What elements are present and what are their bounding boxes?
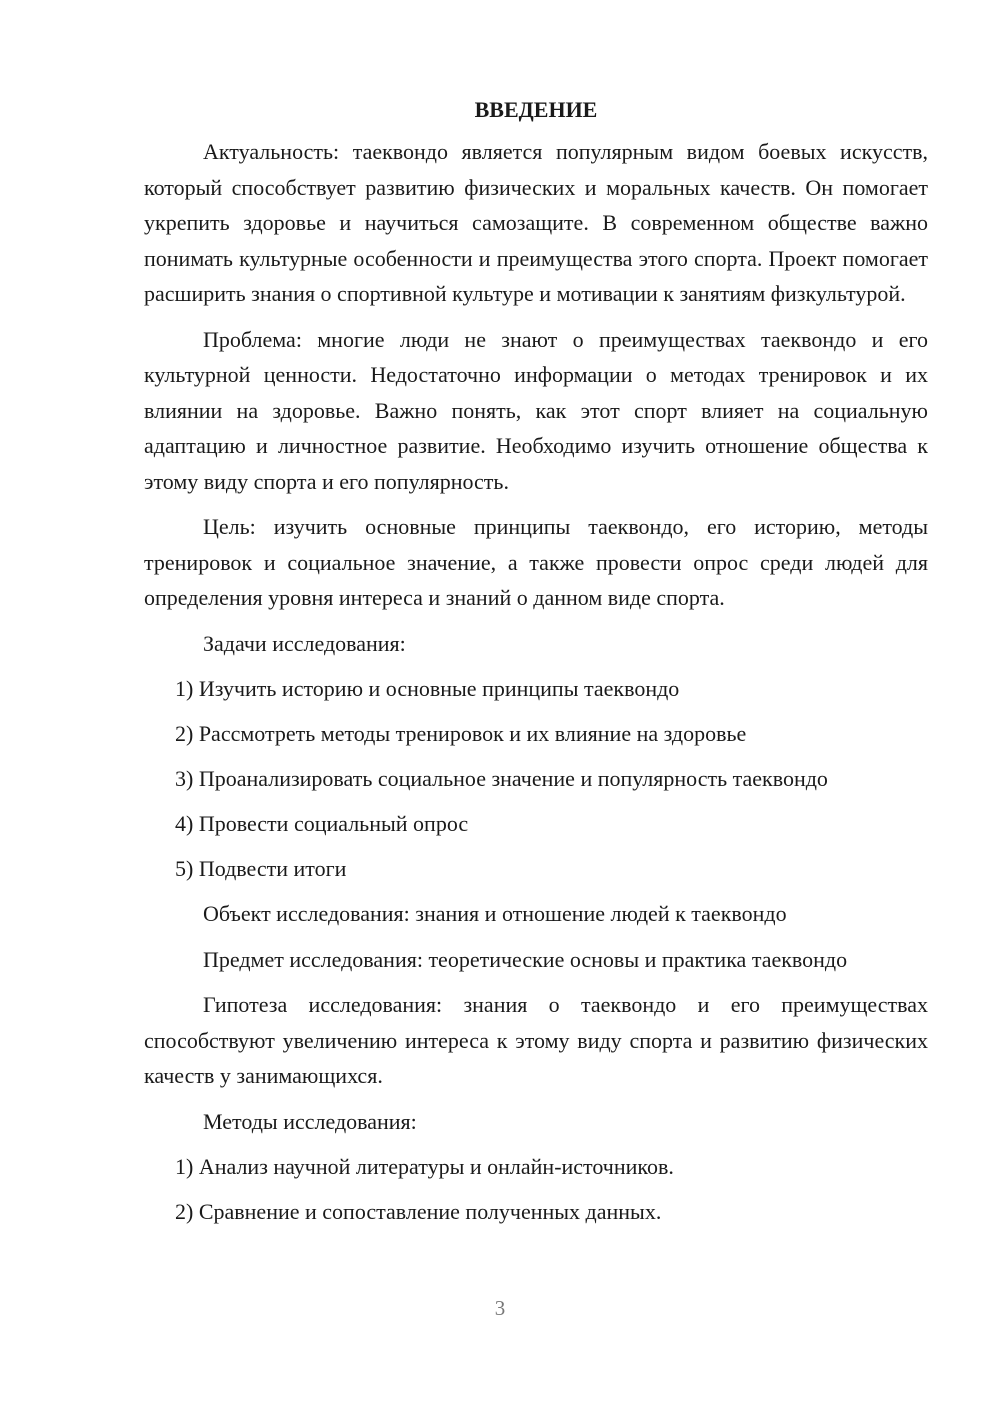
subject-paragraph: Предмет исследования: теоретические основы и практика таеквондо (203, 946, 848, 972)
task-item: 3) Проанализировать социальное значение и популярность таеквондо (175, 766, 828, 791)
task-item: 4) Провести социальный опрос (175, 811, 469, 836)
hypothesis-paragraph: Гипотеза исследования: знания о таеквондо и его преимуществах способствуют увеличению интереса к этому виду спорта и развитию физических качеств у занимающихся. (144, 992, 928, 1088)
relevance-paragraph: Актуальность: таеквондо является популярным видом боевых искусств, который способствует развитию физических и моральных качеств. Он помогает укрепить здоровье и научиться самозащите. В современном обществе важно понимать культурные особенности и преимущества этого спорта. Проект помогает расширить знания о спортивной культуре и мотивации к занятиям физкультурой. (144, 139, 928, 306)
object-paragraph: Объект исследования: знания и отношение людей к таеквондо (203, 901, 787, 926)
tasks-heading: Задачи исследования: (203, 630, 406, 656)
task-item: 2) Рассмотреть методы тренировок и их влияние на здоровье (175, 721, 747, 746)
page-number: 3 (494, 1296, 506, 1320)
document-title: ВВЕДЕНИЕ (474, 97, 598, 122)
problem-paragraph: Проблема: многие люди не знают о преимуществах таеквондо и его культурной ценности. Недостаточно информации о методах тренировок и их влиянии на здоровье. Важно понять, как этот спорт влияет на социальную адаптацию и личностное развитие. Необходимо изучить отношение общества к этому виду спорта и его популярность. (144, 326, 928, 494)
method-item: 1) Анализ научной литературы и онлайн-источников. (175, 1154, 674, 1179)
task-item: 5) Подвести итоги (175, 856, 347, 881)
document-page (144, 92, 928, 1239)
task-item: 1) Изучить историю и основные принципы таеквондо (175, 676, 680, 701)
methods-heading: Методы исследования: (203, 1108, 417, 1134)
goal-paragraph: Цель: изучить основные принципы таеквондо, его историю, методы тренировок и социальное значение, а также провести опрос среди людей для определения уровня интереса и знаний о данном виде спорта. (144, 514, 928, 610)
method-item: 2) Сравнение и сопоставление полученных данных. (175, 1199, 662, 1224)
